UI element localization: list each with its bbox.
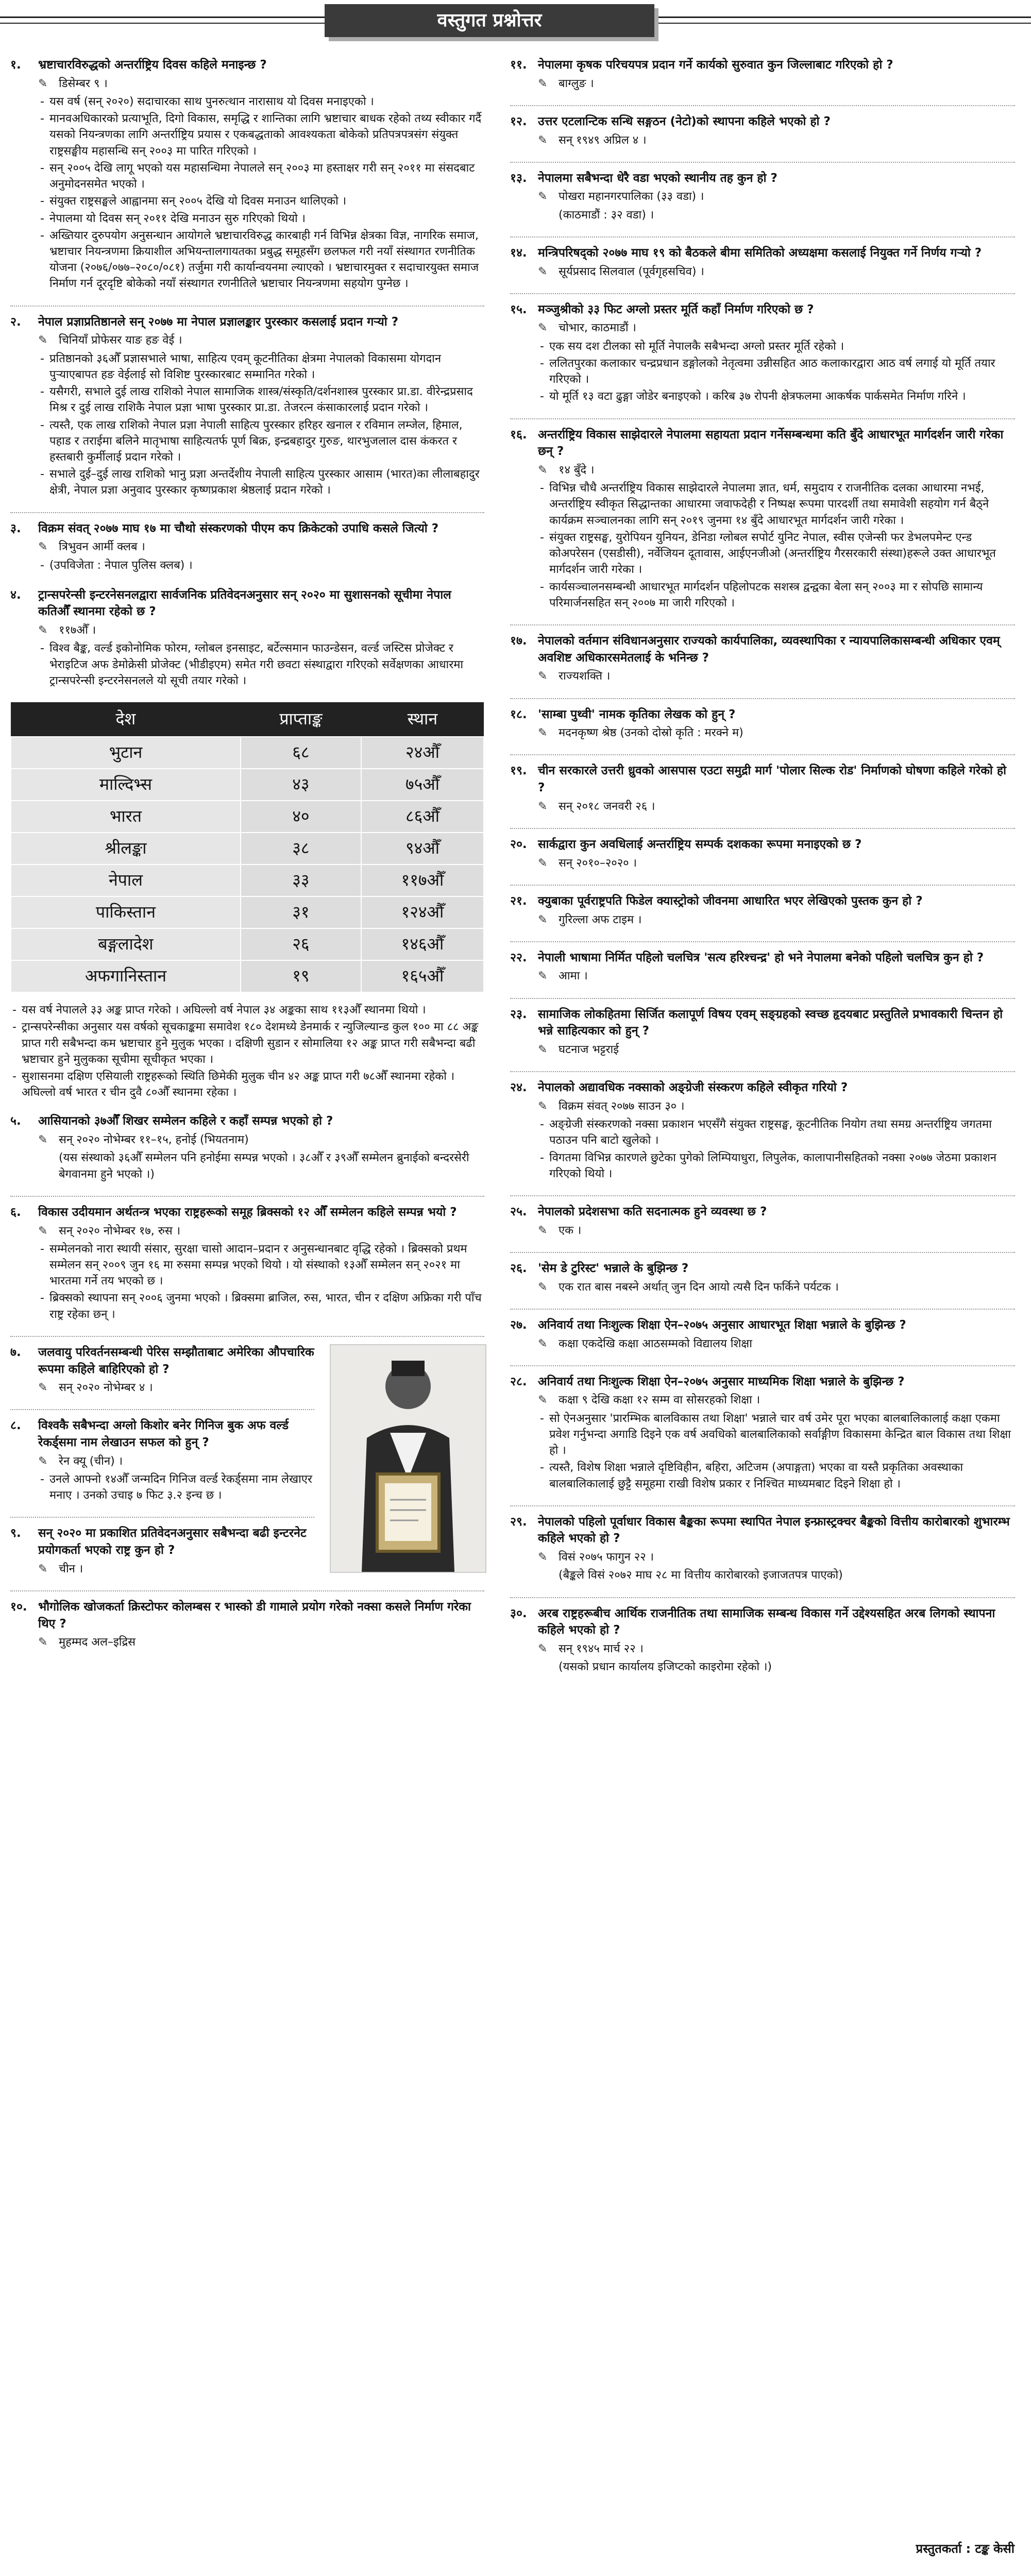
separator — [10, 1590, 484, 1591]
separator — [510, 1309, 1015, 1310]
cell: १९ — [241, 960, 361, 992]
table-row — [11, 928, 484, 960]
answer-pen-icon: ✎ — [538, 670, 548, 683]
cell: १४६औँ — [361, 928, 484, 960]
question-number: ३. — [10, 521, 21, 535]
question-20 — [510, 836, 1015, 871]
answer-pen-icon: ✎ — [538, 1224, 548, 1237]
question-12 — [510, 113, 1015, 148]
question-26 — [510, 1260, 1015, 1295]
answer-text: एक रात बास नबस्ने अर्थात् जुन दिन आयो त्यसै दिन फर्किने पर्यटक । — [559, 1280, 839, 1294]
answer-pen-icon: ✎ — [38, 1133, 48, 1147]
photo-section — [10, 1344, 484, 1577]
separator — [510, 162, 1015, 163]
column-header: देश — [11, 702, 241, 737]
page-title: वस्तुगत प्रश्नोत्तर — [325, 4, 654, 37]
note: - विगतमा विभिन्न कारणले छुटेका पुगेको लिम्पियाधुरा, लिपुलेक, कालापानीसहितको नक्सा २०७७ जेठमा प्रकाशन गरिएको थियो । — [538, 1150, 1015, 1182]
column-header: प्राप्ताङ्क — [241, 702, 361, 737]
note: - अङ्ग्रेजी संस्करणको नक्सा प्रकाशन भएसँगै संयुक्त राष्ट्रसङ्घ, कूटनीतिक नियोग तथा समग्र अन्तर्राष्ट्रिय जगतमा पठाउन पनि बाटो खुलेको । — [538, 1116, 1015, 1148]
table-row — [11, 896, 484, 928]
cell: २६ — [241, 928, 361, 960]
answer-text: पोखरा महानगरपालिका (३३ वडा) । — [559, 190, 704, 204]
answer-notes — [538, 1116, 1015, 1182]
question-number: १०. — [10, 1600, 27, 1614]
answer-notes — [538, 480, 1015, 611]
answer-text: सन् १९४५ मार्च २२ । — [559, 1642, 644, 1655]
answer-pen-icon: ✎ — [538, 133, 548, 147]
answer-text: चोभार, काठमाडौं । — [559, 321, 636, 335]
question-text: अनिवार्य तथा निःशुल्क शिक्षा ऐन–२०७५ अनुसार माध्यमिक शिक्षा भन्नाले के बुझिन्छ ? — [538, 1375, 905, 1388]
question-number: २४. — [510, 1081, 527, 1095]
answer-note: (यस संस्थाको ३६औँ सम्मेलन पनि हनोईमा सम्पन्न भएको । ३८औँ र ३९औँ सम्मेलन ब्रुनाईको बन्दरसेरी बेगवानमा हुने भएको ।) — [59, 1151, 469, 1181]
separator — [510, 754, 1015, 755]
separator — [510, 1195, 1015, 1196]
question-5 — [10, 1113, 484, 1182]
table-row — [11, 801, 484, 833]
note: - प्रतिष्ठानको ३६औँ प्रज्ञासभाले भाषा, साहित्य एवम् कूटनीतिका क्षेत्रमा नेपालको विकासमा योगदान पुऱ्याएबापत हङ वेईलाई सो विशिष्ट पुरस्कारबाट सम्मानित गरेको । — [38, 351, 484, 383]
question-text: नेपालको प्रदेशसभा कति सदनात्मक हुने व्यवस्था छ ? — [538, 1205, 767, 1219]
note: - कार्यसञ्चालनसम्बन्धी आधारभूत मार्गदर्शन पहिलोपटक सशस्त्र द्वन्द्वका बेला सन् २००३ मा र सोपछि सामान्य परिमार्जनसहित सन् २००७ मा जारी गरिएको । — [538, 579, 1015, 611]
separator — [510, 624, 1015, 625]
separator — [10, 1517, 314, 1518]
cell: ४० — [241, 801, 361, 833]
question-21 — [510, 893, 1015, 928]
question-16 — [510, 427, 1015, 611]
question-number: २९. — [510, 1515, 527, 1529]
table-row — [11, 865, 484, 896]
question-1 — [10, 57, 484, 292]
answer-pen-icon: ✎ — [538, 1099, 548, 1113]
cell: १६५औँ — [361, 960, 484, 992]
question-text: अरब राष्ट्रहरूबीच आर्थिक राजनीतिक तथा सामाजिक सम्बन्ध विकास गर्ने उद्देश्यसहित अरब लिगको स्थापना कहिले भएको हो ? — [538, 1606, 995, 1637]
question-number: २०. — [510, 838, 527, 852]
answer-pen-icon: ✎ — [38, 334, 48, 347]
answer-pen-icon: ✎ — [538, 1280, 548, 1294]
question-number: ८. — [10, 1419, 21, 1433]
question-text: ट्रान्सपरेन्सी इन्टरनेसनलद्वारा सार्वजनिक प्रतिवेदनअनुसार सन् २०२० मा सुशासनको सूचीमा नेपाल कतिऔँ स्थानमा रहेको छ ? — [38, 588, 451, 619]
question-11 — [510, 57, 1015, 92]
question-text: क्युबाका पूर्वराष्ट्रपति फिडेल क्यास्ट्रोको जीवनमा आधारित भएर लेखिएको पुस्तक कुन हो ? — [538, 894, 923, 908]
separator — [510, 1252, 1015, 1253]
page-header — [0, 0, 1031, 47]
question-8 — [10, 1417, 314, 1503]
question-30 — [510, 1605, 1015, 1675]
question-number: १६. — [510, 428, 527, 442]
question-7 — [10, 1344, 314, 1396]
question-text: नेपालको अद्यावधिक नक्साको अङ्ग्रेजी संस्करण कहिले स्वीकृत गरियो ? — [538, 1081, 848, 1095]
answer-pen-icon: ✎ — [38, 1562, 48, 1575]
separator — [10, 512, 484, 513]
question-number: ५. — [10, 1114, 21, 1128]
answer-text: १४ बुँदे । — [559, 463, 595, 477]
note: - मानवअधिकारको प्रत्याभूति, दिगो विकास, समृद्धि र शान्तिका लागि भ्रष्टाचार बाधक रहेको तथ्य स्वीकार गर्दै यसको नियन्त्रणका लागि अन्तर्राष्ट्रिय प्रयास र एकबद्धताको आवश्यकता बोकेको प्रतिपत्रपत्रसंग संयुक्त राष्ट्रसङ्घीय महासन्धि सन् २००३ मा पारित गरिएको । — [38, 111, 484, 159]
answer-text: मुहम्मद अल–इद्रिस — [59, 1636, 136, 1649]
table-header-row — [11, 702, 484, 737]
note: - अख्तियार दुरुपयोग अनुसन्धान आयोगले भ्रष्टाचारविरुद्ध कारबाही गर्न विभिन्न क्षेत्रका विज्ञ, नागरिक समाज, भ्रष्टाचार नियन्त्रणमा क्रियाशील अभियन्तालगायतका प्रबुद्ध समूहसँग छलफल गरी नयाँ संस्थागत रणनीतिक योजना (२०७६/०७७–२०८०/०८१) तर्जुमा गरी कार्यान्वयनमा ल्याएको । भ्रष्टाचारमुक्त र सदाचारयुक्त समाज निर्माण गर्न दूरदृष्टि बोकेको नयाँ संस्थागत रणनीतिले भ्रष्टाचार नियन्त्रणमा सहयोग पुग्नेछ । — [38, 228, 484, 292]
person-with-certificate-icon — [331, 1345, 485, 1572]
answer-text: त्रिभुवन आर्मी क्लब । — [59, 540, 145, 554]
answer-pen-icon: ✎ — [538, 265, 548, 278]
question-text: अन्तर्राष्ट्रिय विकास साझेदारले नेपालमा सहायता प्रदान गर्नेसम्बन्धमा कति बुँदे आधारभूत मार्गदर्शन जारी गरेका छन् ? — [538, 428, 1004, 459]
question-number: २८. — [510, 1375, 527, 1388]
question-29 — [510, 1514, 1015, 1584]
cell: अफगानिस्तान — [11, 960, 241, 992]
question-number: २७. — [510, 1318, 527, 1332]
answer-pen-icon: ✎ — [538, 970, 548, 983]
answer-notes — [38, 351, 484, 499]
answer-pen-icon: ✎ — [538, 1642, 548, 1655]
answer-text: सन् १९४९ अप्रिल ४ । — [559, 133, 647, 147]
answer-text: ११७औँ । — [59, 624, 96, 637]
question-number: ७. — [10, 1345, 21, 1359]
separator — [510, 1597, 1015, 1598]
question-number: १३. — [510, 171, 527, 185]
question-number: ६. — [10, 1205, 21, 1219]
question-3 — [10, 520, 484, 573]
answer-pen-icon: ✎ — [538, 1043, 548, 1057]
cell: ६८ — [241, 737, 361, 769]
cell: श्रीलङ्का — [11, 833, 241, 865]
answer-pen-icon: ✎ — [38, 77, 48, 90]
answer-pen-icon: ✎ — [38, 1224, 48, 1238]
answer-pen-icon: ✎ — [538, 1337, 548, 1350]
corruption-ranking-table — [10, 702, 484, 993]
ren-kyu-photo — [330, 1344, 486, 1573]
question-number: १४. — [510, 246, 527, 260]
answer-notes — [38, 1241, 484, 1323]
answer-pen-icon: ✎ — [538, 726, 548, 740]
question-text: जलवायु परिवर्तनसम्बन्धी पेरिस सम्झौताबाट अमेरिका औपचारिक रूपमा कहिले बाहिरिएको हो ? — [38, 1345, 314, 1376]
answer-text: सन् २०२० नोभेम्बर ४ । — [59, 1381, 153, 1395]
question-number: १९. — [510, 764, 527, 778]
answer-notes — [38, 94, 484, 292]
separator — [510, 828, 1015, 829]
cell: ८६औँ — [361, 801, 484, 833]
cell: भारत — [11, 801, 241, 833]
answer-note: (बैङ्कले विसं २०७२ माघ २८ मा वित्तीय कारोबारको इजाजतपत्र पाएको) — [559, 1569, 843, 1582]
separator — [10, 1196, 484, 1197]
separator — [510, 1071, 1015, 1072]
note: - सन् २००५ देखि लागू भएको यस महासन्धिमा नेपालले सन् २००३ मा हस्ताक्षर गरी सन् २०११ मा संसदबाट अनुमोदनसमेत भएको । — [38, 160, 484, 192]
question-text: नेपालको वर्तमान संविधानअनुसार राज्यको कार्यपालिका, व्यवस्थापिका र न्यायपालिकासम्बन्धी अधिकार एवम् अवशिष्ट अधिकारसमेतलाई के भनिन्छ ? — [538, 634, 1000, 665]
separator — [510, 1365, 1015, 1366]
question-text: नेपाल प्रज्ञाप्रतिष्ठानले सन् २०७७ मा नेपाल प्रज्ञालङ्कार पुरस्कार कसलाई प्रदान गऱ्यो ? — [38, 315, 399, 329]
question-text: नेपाली भाषामा निर्मित पहिलो चलचित्र 'सत्य हरिश्चन्द्र' हो भने नेपालमा बनेको पहिलो चलचित्र कुन हो ? — [538, 951, 984, 964]
note: - त्यस्तै, विशेष शिक्षा भन्नाले दृष्टिविहीन, बहिरा, अटिजम (अपाङ्गता) भएका वा यस्तै प्रकृतिका अवस्थाका बालबालिकालाई छुट्टै समूहमा राखी विशेष प्रकार र निश्चित माध्यमबाट दिइने शिक्षा हो । — [538, 1460, 1015, 1492]
answer-note: (काठमाडौं : ३२ वडा) । — [559, 208, 654, 222]
question-text: विश्वकै सबैभन्दा अग्लो किशोर बनेर गिनिज बुक अफ वर्ल्ड रेकर्ड्समा नाम लेखाउन सफल को हुन् ? — [38, 1419, 289, 1450]
question-10 — [10, 1599, 484, 1651]
answer-text: घटनाज भट्टराई — [559, 1043, 619, 1057]
answer-notes — [38, 557, 484, 573]
question-text: विक्रम संवत् २०७७ माघ १७ मा चौथो संस्करणको पीएम कप क्रिकेटको उपाधि कसले जित्यो ? — [38, 521, 439, 535]
question-2 — [10, 314, 484, 499]
answer-pen-icon: ✎ — [538, 913, 548, 926]
question-text: सन् २०२० मा प्रकाशित प्रतिवेदनअनुसार सबैभन्दा बढी इन्टरनेट प्रयोगकर्ता भएको राष्ट्र कुन हो ? — [38, 1527, 307, 1557]
question-17 — [510, 633, 1015, 685]
question-text: भौगोलिक खोजकर्ता क्रिस्टोफर कोलम्बस र भास्को डी गामाले प्रयोग गरेको नक्सा कसले निर्माण गरेका थिए ? — [38, 1600, 471, 1631]
question-text: 'साम्बा पुथ्वी' नामक कृतिका लेखक को हुन् ? — [538, 707, 736, 721]
answer-pen-icon: ✎ — [38, 624, 48, 637]
answer-text: बाग्लुङ । — [559, 77, 594, 90]
table-notes — [10, 1002, 484, 1100]
note: - ट्रान्सपरेन्सीका अनुसार यस वर्षको सूचकाङ्कमा समावेश १८० देशमध्ये डेनमार्क र न्युजिल्यान्ड कुल १०० मा ८८ अङ्क प्राप्त गरी सबैभन्दा कम भ्रष्टाचार हुने मुलुक भएका । दक्षिणी सुडान र सोमालिया १२ अङ्क प्राप्त गरी सबैभन्दा बढी भ्रष्टाचार हुने मुलुकका सूचीमा सूचीकृत भएका । — [10, 1019, 484, 1067]
cell: ३३ — [241, 865, 361, 896]
note: - विश्व बैङ्क, वर्ल्ड इकोनोमिक फोरम, ग्लोबल इनसाइट, बर्टेल्समान फाउन्डेसन, वर्ल्ड जस्टिस प्रोजेक्ट र भेराइटिज अफ डेमोक्रेसी प्रोजेक्ट (भीडीइएम) समेत गरी छवटा संस्थाद्वारा गरिएको सर्वेक्षणका आधारमा ट्रान्सपरेन्सी इन्टरनेसनलले यो सूची तयार गरेको । — [38, 640, 484, 689]
separator — [510, 941, 1015, 942]
cell: नेपाल — [11, 865, 241, 896]
note: - त्यस्तै, एक लाख राशिको नेपाल प्रज्ञा नेपाली साहित्य पुरस्कार हरिहर खनाल र रविमान लम्जेल, हिमाल, पहाड र तराईमा बलिने मातृभाषा साहित्यतर्फ पूर्ण बिक्र, इन्द्रबहादुर गुरुङ, थारभुजलाल दास कंकरत र हस्तबारी कुर्मीलाई प्रदान गरेको । — [38, 417, 484, 466]
note: - यस वर्ष (सन् २०२०) सदाचारका साथ पुनरुत्थान नारासाथ यो दिवस मनाइएको । — [38, 94, 484, 110]
answer-pen-icon: ✎ — [538, 190, 548, 204]
separator — [510, 1505, 1015, 1506]
answer-text: रेन क्यू (चीन) । — [59, 1454, 123, 1468]
answer-text: गुरिल्ला अफ टाइम । — [559, 913, 642, 926]
cell: ३८ — [241, 833, 361, 865]
answer-pen-icon: ✎ — [538, 1551, 548, 1564]
question-number: २१. — [510, 894, 527, 908]
question-number: ११. — [510, 58, 527, 72]
cell: भुटान — [11, 737, 241, 769]
question-text: विकास उदीयमान अर्थतन्त्र भएका राष्ट्रहरूको समूह ब्रिक्सको १२ औँ सम्मेलन कहिले सम्पन्न भयो ? — [38, 1205, 457, 1219]
column-header: स्थान — [361, 702, 484, 737]
cell: ७५औँ — [361, 769, 484, 801]
answer-pen-icon: ✎ — [538, 856, 548, 870]
table-row — [11, 960, 484, 992]
answer-text: सूर्यप्रसाद सिलवाल (पूर्वगृहसचिव) । — [559, 265, 704, 278]
question-text: मन्त्रिपरिषद्को २०७७ माघ १९ को बैठकले बीमा समितिको अध्यक्षमा कसलाई नियुक्त गर्ने निर्णय गऱ्यो ? — [538, 246, 982, 260]
question-number: २६. — [510, 1261, 527, 1275]
cell: ३१ — [241, 896, 361, 928]
separator — [10, 1409, 314, 1410]
question-9 — [10, 1525, 314, 1577]
cell: ९४औँ — [361, 833, 484, 865]
answer-note: (यसको प्रधान कार्यालय इजिप्टको काइरोमा रहेको ।) — [559, 1660, 772, 1674]
question-6 — [10, 1204, 484, 1323]
answer-text: सन् २०१०–२०२० । — [559, 856, 637, 870]
table-row — [11, 769, 484, 801]
question-18 — [510, 706, 1015, 741]
question-15 — [510, 301, 1015, 405]
note: - संयुक्त राष्ट्रसङ्घले आह्वानमा सन् २००५ देखि यो दिवस मनाउन थालिएको । — [38, 193, 484, 209]
cell: पाकिस्तान — [11, 896, 241, 928]
note: - उनले आफ्नो १४औँ जन्मदिन गिनिज वर्ल्ड रेकर्ड्समा नाम लेखाएर मनाए । उनको उचाइ ७ फिट ३.२ इन्च छ । — [38, 1471, 314, 1503]
answer-text: राज्यशक्ति । — [559, 670, 611, 683]
note: - यो मूर्ति १३ वटा ढुङ्गा जोडेर बनाइएको । करिब ३७ रोपनी क्षेत्रफलमा आकर्षक पार्कसमेत निर्माण गरिने । — [538, 388, 1015, 404]
question-text: आसियानको ३७औँ शिखर सम्मेलन कहिले र कहाँ सम्पन्न भएको हो ? — [38, 1114, 333, 1128]
answer-text: सन् २०२० नोभेम्बर ११–१५, हनोई (भियतनाम) — [59, 1133, 249, 1147]
separator — [510, 418, 1015, 419]
separator — [10, 306, 484, 307]
answer-pen-icon: ✎ — [538, 463, 548, 477]
answer-text: डिसेम्बर ९ । — [59, 77, 108, 90]
question-number: १२. — [510, 114, 527, 128]
note: - सम्मेलनको नारा स्थायी संसार, सुरक्षा चासो आदान–प्रदान र अनुसन्धानबाट वृद्धि रहेको । ब्रिक्सको प्रथम सम्मेलन सन् २००९ जुन १६ मा रुसमा सम्पन्न भएको थियो । यो संस्थाको १३औँ सम्मेलन सन् २०२१ मा भारतमा गर्ने तय भएको छ । — [38, 1241, 484, 1290]
answer-text: आमा । — [559, 970, 588, 983]
question-text: भ्रष्टाचारविरुद्धको अन्तर्राष्ट्रिय दिवस कहिले मनाइन्छ ? — [38, 58, 267, 72]
separator — [510, 105, 1015, 106]
cell: ११७औँ — [361, 865, 484, 896]
question-text: नेपालमा कृषक परिचयपत्र प्रदान गर्ने कार्यको सुरुवात कुन जिल्लाबाट गरिएको हो ? — [538, 58, 893, 72]
answer-text: कक्षा एकदेखि कक्षा आठसम्मको विद्यालय शिक्षा — [559, 1337, 752, 1350]
separator — [510, 236, 1015, 238]
note: - एक सय दश टीलका सो मूर्ति नेपालकै सबैभन्दा अग्लो प्रस्तर मूर्ति रहेको । — [538, 338, 1015, 354]
question-number: ४. — [10, 588, 21, 602]
answer-text: विक्रम संवत् २०७७ साउन ३० । — [559, 1099, 685, 1113]
question-number: २. — [10, 315, 21, 329]
question-number: २३. — [510, 1007, 527, 1021]
note: - सो ऐनअनुसार 'प्रारम्भिक बालविकास तथा शिक्षा' भन्नाले चार वर्ष उमेर पूरा भएका बालबालिकालाई कक्षा एकमा प्रवेश गर्नुभन्दा अगाडि दिइने एक वर्ष अवधिको बालबालिकाको सर्वाङ्गीण विकासमा केन्द्रित बाल विकास तथा शिक्षा हो । — [538, 1411, 1015, 1459]
note: - (उपविजेता : नेपाल पुलिस क्लब) । — [38, 557, 484, 573]
separator — [510, 293, 1015, 294]
question-number: ३०. — [510, 1606, 527, 1620]
right-column — [510, 57, 1015, 1688]
question-23 — [510, 1006, 1015, 1058]
note: - नेपालमा यो दिवस सन् २०११ देखि मनाउन सुरु गरिएको थियो । — [38, 211, 484, 227]
question-number: २५. — [510, 1205, 527, 1219]
separator — [510, 885, 1015, 886]
table-row — [11, 833, 484, 865]
question-text: मञ्जुश्रीको ३३ फिट अग्लो प्रस्तर मूर्ति कहाँ निर्माण गरिएको छ ? — [538, 302, 814, 316]
note: - यसैगरी, सभाले दुई लाख राशिको नेपाल सामाजिक शास्त्र/संस्कृति/दर्शनशास्त्र पुरस्कार प्रा.डा. वीरेन्द्रप्रसाद मिश्र र दुई लाख राशिकै नेपाल प्रज्ञा भाषा पुरस्कार प्रा.डा. तेजरत्न कंसाकारलाई प्रदान गरेको । — [38, 384, 484, 416]
answer-pen-icon: ✎ — [538, 1394, 548, 1407]
answer-pen-icon: ✎ — [38, 540, 48, 554]
question-text: अनिवार्य तथा निःशुल्क शिक्षा ऐन–२०७५ अनुसार आधारभूत शिक्षा भन्नाले के बुझिन्छ ? — [538, 1318, 906, 1332]
answer-pen-icon: ✎ — [538, 800, 548, 813]
question-22 — [510, 950, 1015, 985]
question-24 — [510, 1079, 1015, 1182]
question-text: सामाजिक लोकहितमा सिर्जित कलापूर्ण विषय एवम् सङ्ग्रहको स्वच्छ हृदयबाट प्रस्तुतिले प्रभावकारी चिन्तन हो भन्ने साहित्यकार को हुन् ? — [538, 1007, 1003, 1038]
separator — [510, 698, 1015, 699]
answer-text: एक । — [559, 1224, 582, 1237]
question-4 — [10, 587, 484, 689]
question-text: उत्तर एटलान्टिक सन्धि सङ्गठन (नेटो)को स्थापना कहिले भएको हो ? — [538, 114, 831, 128]
author-credit: प्रस्तुतकर्ता : टङ्क केसी — [916, 2541, 1015, 2556]
note: - ब्रिक्सको स्थापना सन् २००६ जुनमा भएको । ब्रिक्समा ब्राजिल, रुस, भारत, चीन र दक्षिण अफ्रिका गरी पाँच राष्ट्र रहेका छन् । — [38, 1290, 484, 1322]
question-14 — [510, 245, 1015, 280]
question-text: चीन सरकारले उत्तरी ध्रुवको आसपास एउटा समुद्री मार्ग 'पोलार सिल्क रोड' निर्माणको घोषणा कहिले गरेको हो ? — [538, 764, 1007, 795]
answer-text: चीन । — [59, 1562, 83, 1575]
question-25 — [510, 1204, 1015, 1239]
question-text: नेपालको पहिलो पूर्वाधार विकास बैङ्कका रूपमा स्थापित नेपाल इन्फ्रास्ट्रक्चर बैङ्कको वित्तीय कारोबारको शुभारम्भ कहिले भएको हो ? — [538, 1515, 1010, 1546]
question-number: १८. — [510, 707, 527, 721]
question-19 — [510, 762, 1015, 815]
cell: ४३ — [241, 769, 361, 801]
separator — [10, 1336, 484, 1337]
question-27 — [510, 1317, 1015, 1352]
question-28 — [510, 1374, 1015, 1492]
answer-notes — [38, 640, 484, 689]
answer-notes — [538, 338, 1015, 405]
table-row — [11, 737, 484, 769]
question-number: २२. — [510, 951, 527, 964]
cell: माल्दिभ्स — [11, 769, 241, 801]
answer-pen-icon: ✎ — [538, 321, 548, 335]
answer-text: कक्षा ९ देखि कक्षा १२ सम्म वा सोसरहको शिक्षा । — [559, 1394, 760, 1407]
question-text: 'सेम डे टुरिस्ट' भन्नाले के बुझिन्छ ? — [538, 1261, 689, 1275]
cell: २४औँ — [361, 737, 484, 769]
cell: १२४औँ — [361, 896, 484, 928]
cell: बङ्गलादेश — [11, 928, 241, 960]
answer-notes — [38, 1471, 314, 1503]
answer-notes — [538, 1411, 1015, 1492]
note: - सुशासनमा दक्षिण एसियाली राष्ट्रहरूको स्थिति छिमेकी मुलुक चीन ४२ अङ्क प्राप्त गरी ७८औँ स्थानमा रहेको । अघिल्लो वर्ष भारत र चीन दुवै ८०औँ स्थानमा रहेका । — [10, 1069, 484, 1100]
question-number: १. — [10, 58, 21, 72]
answer-pen-icon: ✎ — [38, 1636, 48, 1649]
question-number: १५. — [510, 302, 527, 316]
question-13 — [510, 170, 1015, 223]
answer-text: मदनकृष्ण श्रेष्ठ (उनको दोस्रो कृति : मरक्ने म) — [559, 726, 743, 740]
answer-text: चिनियाँ प्रोफेसर याङ हङ वेई । — [59, 334, 182, 347]
answer-text: सन् २०१८ जनवरी २६ । — [559, 800, 655, 813]
note: - ललितपुरका कलाकार चन्द्रप्रधान डङ्गोलको नेतृत्वमा उन्नीसहित आठ कलाकारद्वारा आठ वर्ष लगाई यो मूर्ति तयार गरिएको । — [538, 355, 1015, 387]
question-text: सार्कद्वारा कुन अवधिलाई अन्तर्राष्ट्रिय सम्पर्क दशकका रूपमा मनाइएको छ ? — [538, 838, 862, 852]
separator — [510, 998, 1015, 999]
question-number: ९. — [10, 1527, 21, 1540]
answer-pen-icon: ✎ — [538, 77, 548, 90]
note: - विभिन्न चौधै अन्तर्राष्ट्रिय विकास साझेदारले नेपालमा ज्ञात, धर्म, समुदाय र राजनीतिक दलका आधारमा नभई, अन्तर्राष्ट्रिय स्वीकृत सिद्धान्तका आधारमा जवाफदेही र निष्पक्ष रूपमा पारदर्शी तथा समावेशी सहयोग गर्न बैठ्ने कार्यक्रम सञ्चालनका लागि सन् २०१९ जुनमा १४ बुँदे आधारभूत मार्गदर्शन जारी गरेका । — [538, 480, 1015, 529]
note: - सभाले दुई–दुई लाख राशिको भानु प्रज्ञा अन्तर्देशीय नेपाली साहित्य पुरस्कार आसाम (भारत)का लीलाबहादुर क्षेत्री, नेपाल प्रज्ञा अनुवाद पुरस्कार कृष्णप्रकाश श्रेष्ठलाई प्रदान गरेको । — [38, 466, 484, 498]
answer-pen-icon: ✎ — [38, 1454, 48, 1468]
answer-text: सन् २०२० नोभेम्बर १७, रुस । — [59, 1224, 181, 1238]
answer-text: विसं २०७५ फागुन २२ । — [559, 1551, 654, 1564]
answer-pen-icon: ✎ — [38, 1381, 48, 1395]
note: - यस वर्ष नेपालले ३३ अङ्क प्राप्त गरेको । अघिल्लो वर्ष नेपाल ३४ अङ्कका साथ ११३औँ स्थानमा थियो । — [10, 1002, 484, 1018]
question-text: नेपालमा सबैभन्दा धेरै वडा भएको स्थानीय तह कुन हो ? — [538, 171, 778, 185]
question-number: १७. — [510, 634, 527, 648]
note: - संयुक्त राष्ट्रसङ्घ, युरोपियन युनियन, डेनिडा ग्लोबल सपोर्ट युनिट नेपाल, स्वीस एजेन्सी फर डेभलपमेन्ट एन्ड कोअपरेसन (एसडीसी), नर्वेजियन दूतावास, आईएनजीओ (अन्तर्राष्ट्रिय गैरसरकारी संस्था)हरूले उक्त आधारभूत मार्गदर्शन जारी गरेका । — [538, 530, 1015, 578]
left-column — [10, 57, 484, 1664]
